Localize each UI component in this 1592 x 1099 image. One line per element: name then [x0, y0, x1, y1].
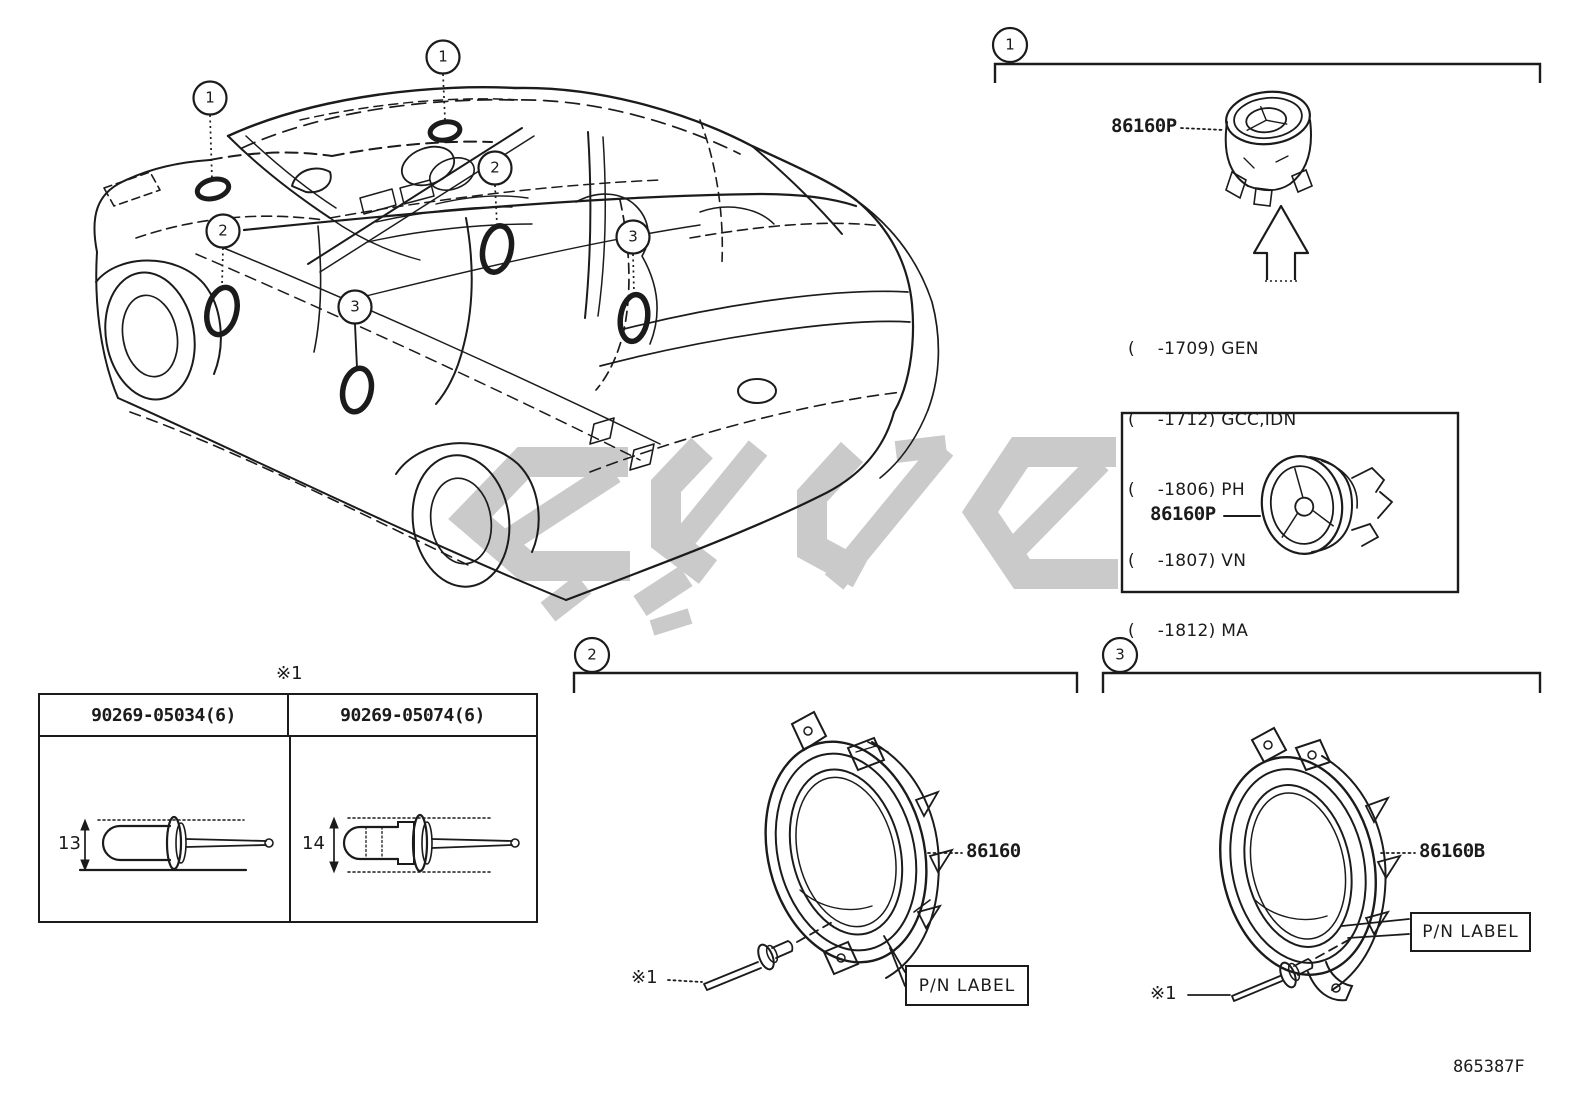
ref-mark-section-3: ※1: [1150, 983, 1177, 1004]
callout-3-mid: 3: [350, 297, 360, 316]
oval-tweeter-left: [195, 176, 231, 202]
oval-front-door-left: [202, 284, 242, 338]
date-code-list: [1128, 291, 1297, 691]
fastener-table-divider: [289, 735, 291, 921]
pn-label-box-section-3: P/N LABEL: [1410, 912, 1531, 952]
date-code-row: ( -1812) MA: [1128, 621, 1249, 641]
up-arrow: [1254, 206, 1308, 281]
date-code-row: ( -1807) VN: [1128, 550, 1247, 571]
oval-front-door-right: [478, 223, 515, 275]
rivet-section-2: [668, 920, 836, 990]
part-label-86160b: 86160B: [1419, 840, 1485, 862]
section-3-number: 3: [1115, 645, 1125, 664]
oval-rear-door-right: [617, 293, 650, 343]
oval-rear-door-mid: [339, 366, 376, 415]
fastener-table: [38, 693, 538, 923]
dimension-14: 14: [302, 833, 325, 854]
section-brackets: [574, 28, 1540, 693]
date-code-row: ( -1709) GEN: [1128, 339, 1259, 359]
speaker-86160: [743, 712, 962, 986]
callout-2-left: 2: [218, 221, 228, 240]
section-1-number: 1: [1005, 35, 1015, 54]
fastener-part-number-1: 90269-05034(6): [91, 704, 236, 726]
ref-mark-table: ※1: [276, 663, 303, 684]
ref-mark-section-2: ※1: [631, 967, 658, 988]
date-code-row: ( -1806) PH: [1128, 480, 1245, 500]
callout-2-right: 2: [490, 158, 500, 177]
part-label-86160: 86160: [966, 840, 1021, 862]
fastener-table-header: [40, 695, 536, 737]
part-label-86160p-top: 86160P: [1111, 115, 1177, 137]
callout-1-left: 1: [205, 88, 215, 107]
oval-tweeter-right: [429, 120, 462, 143]
part-label-86160p-boxed: 86160P: [1150, 503, 1216, 525]
callout-1-right: 1: [438, 47, 448, 66]
speaker-86160p-top: [1181, 88, 1312, 206]
drawing-code: 865387F: [1453, 1057, 1525, 1077]
section-2-number: 2: [587, 645, 597, 664]
callout-3-right: 3: [628, 227, 638, 246]
date-code-row: ( -1712) GCC,IDN: [1128, 409, 1297, 430]
front-wheel: [96, 265, 205, 406]
fastener-part-number-2: 90269-05074(6): [287, 695, 536, 735]
pn-label-box-section-2: P/N LABEL: [905, 965, 1029, 1006]
dimension-13: 13: [58, 833, 81, 854]
